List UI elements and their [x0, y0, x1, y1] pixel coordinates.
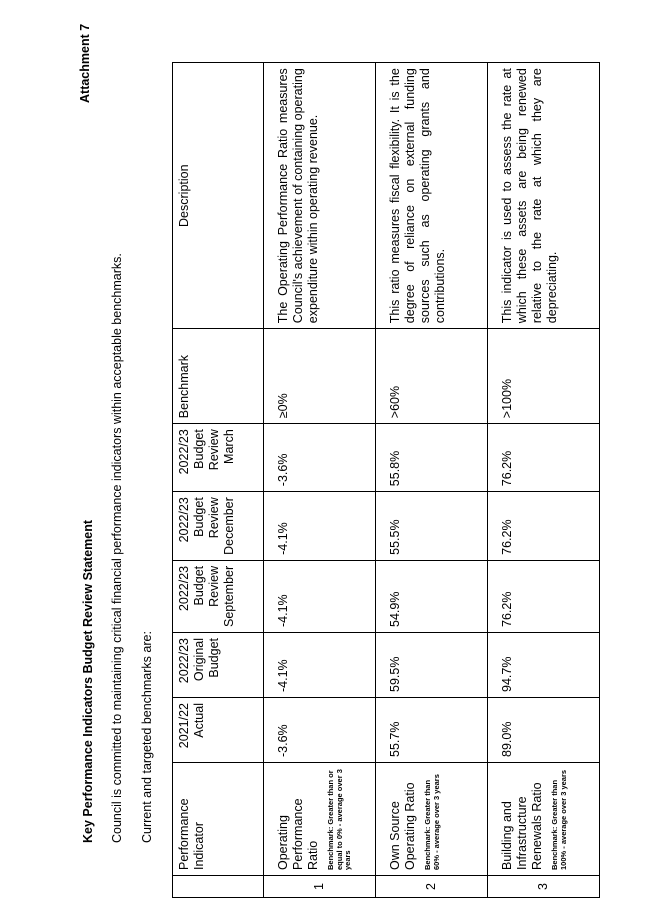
indicator-name: Building and Infrastructure Renewals Ratio — [500, 782, 544, 870]
original-budget-value: 59.5% — [376, 633, 488, 698]
indicator-name: Own Source Operating Ratio — [388, 782, 417, 870]
description-cell: The Operating Performance Ratio measures Council's achievement of containing operating expenditure within operating revenue. — [264, 63, 376, 329]
header-num — [173, 876, 264, 898]
header-original-budget: 2022/23 Original Budget — [173, 633, 264, 698]
benchmark-note: Benchmark: Greater than 100% - average over 3 years — [550, 769, 568, 870]
benchmark-value: ≥0% — [264, 329, 376, 424]
december-value: 55.5% — [376, 492, 488, 561]
actual-value: 89.0% — [488, 698, 600, 763]
row-number: 2 — [376, 876, 488, 898]
row-number: 3 — [488, 876, 600, 898]
benchmark-value: >100% — [488, 329, 600, 424]
kpi-table — [172, 62, 600, 898]
december-value: 76.2% — [488, 492, 600, 561]
original-budget-value: 94.7% — [488, 633, 600, 698]
header-actual: 2021/22 Actual — [173, 698, 264, 763]
table-header-row — [173, 63, 264, 898]
september-value: 54.9% — [376, 560, 488, 632]
header-indicator: Performance Indicator — [173, 763, 264, 876]
march-value: -3.6% — [264, 424, 376, 492]
indicator-name: Operating Performance Ratio — [276, 798, 320, 870]
march-value: 55.8% — [376, 424, 488, 492]
march-value: 76.2% — [488, 424, 600, 492]
indicator-cell — [376, 763, 488, 876]
actual-value: -3.6% — [264, 698, 376, 763]
description-cell: This ratio measures fiscal flexibility. It is the degree of reliance on external funding sources such as operating grants and contributions. — [376, 63, 488, 329]
original-budget-value: -4.1% — [264, 633, 376, 698]
table-row — [376, 63, 488, 898]
december-value: -4.1% — [264, 492, 376, 561]
indicator-cell — [488, 763, 600, 876]
benchmarks-subheading: Current and targeted benchmarks are: — [140, 631, 154, 843]
header-review-september: 2022/23 Budget Review September — [173, 560, 264, 632]
document-title: Key Performance Indicators Budget Review Statement — [81, 519, 95, 843]
benchmark-note: Benchmark: Greater than or equal to 0% - average over 3 years — [326, 769, 353, 870]
september-value: -4.1% — [264, 560, 376, 632]
header-review-december: 2022/23 Budget Review December — [173, 492, 264, 561]
benchmark-value: >60% — [376, 329, 488, 424]
description-cell: This indicator is used to assess the rate at which these assets are being renewed relative to the rate at which they are depreciating. — [488, 63, 600, 329]
indicator-cell — [264, 763, 376, 876]
table-row — [488, 63, 600, 898]
actual-value: 55.7% — [376, 698, 488, 763]
header-description: Description — [173, 63, 264, 329]
intro-paragraph: Council is committed to maintaining critical financial performance indicators within acceptable benchmarks. — [110, 253, 124, 843]
benchmark-note: Benchmark: Greater than 60% - average over 3 years — [423, 774, 441, 870]
header-review-march: 2022/23 Budget Review March — [173, 424, 264, 492]
attachment-label: Attachment 7 — [78, 23, 92, 103]
header-benchmark: Benchmark — [173, 329, 264, 424]
row-number: 1 — [264, 876, 376, 898]
table-row — [264, 63, 376, 898]
september-value: 76.2% — [488, 560, 600, 632]
